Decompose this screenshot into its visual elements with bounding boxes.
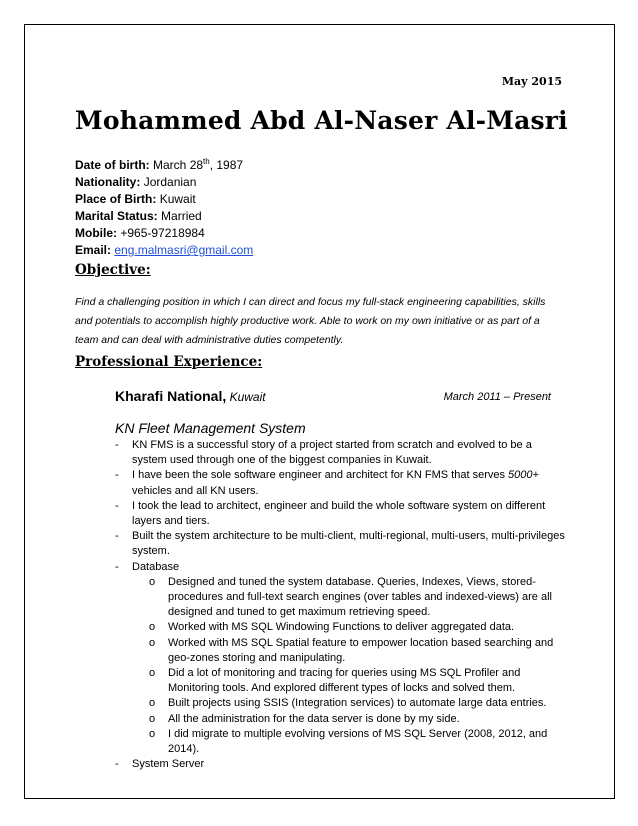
bullet-dash: - — [115, 439, 119, 451]
sub-list-item — [115, 666, 565, 696]
list-item — [115, 499, 565, 529]
sub-list-item — [115, 727, 565, 757]
sub-bullet-text: All the administration for the data server is done by my side. — [168, 712, 460, 725]
pob-value: Kuwait — [159, 192, 196, 206]
document-date: May 2015 — [501, 75, 562, 88]
sub-bullet-text: I did migrate to multiple evolving versions of MS SQL Server (2008, 2012, and 2014). — [168, 727, 548, 756]
sub-bullet-text: Worked with MS SQL Spatial feature to empower location based searching and geo-zones storing and manipulating. — [168, 636, 554, 664]
sub-bullet-text: Did a lot of monitoring and tracing for queries using MS SQL Profiler and Monitoring tools. And explored different types of locks and solved them. — [168, 667, 521, 695]
bullet-dash: - — [115, 469, 119, 482]
dob-suffix: th — [203, 157, 210, 166]
list-item — [115, 560, 565, 575]
sub-list-item — [115, 636, 565, 666]
sub-bullet-text: Built projects using SSIS (Integration services) to automate large data entries. — [168, 697, 547, 710]
dob-label: Date of birth: — [75, 158, 150, 172]
sub-bullet-marker: o — [149, 697, 156, 710]
experience-heading: Professional Experience: — [75, 354, 263, 370]
bullet-text: Built the system architecture to be multi-client, multi-regional, multi-users, multi-privileges system. — [132, 530, 565, 558]
personal-info — [75, 157, 253, 259]
sub-list-item — [115, 712, 565, 727]
mobile-value: +965-97218984 — [120, 226, 205, 240]
bullet-text-pre: I have been the sole software engineer and architect for KN FMS that serves — [132, 469, 509, 482]
objective-heading: Objective: — [75, 262, 151, 278]
bullet-text-emphasis: 5000+ — [508, 469, 539, 482]
bullet-dash: - — [115, 560, 119, 573]
objective-text: Find a challenging position in which I can direct and focus my full-stack engineering capabilities, skills and potentials to accomplish highly productive work. Able to work on my own initiative or as part of a team and can deal with administrative duties competently. — [75, 296, 546, 346]
nationality-row — [75, 174, 253, 191]
sub-list-item — [115, 696, 565, 711]
sub-bullet-text: Designed and tuned the system database. Queries, Indexes, Views, stored-procedures and full-text search engines (over tables and indexed-views) are all designed and tuned to get maximum retrieving speed. — [168, 575, 552, 619]
mobile-label: Mobile: — [75, 226, 117, 240]
company-line — [115, 388, 559, 406]
list-item — [115, 438, 565, 468]
bullet-dash: - — [115, 499, 119, 512]
pob-row — [75, 191, 253, 208]
marital-row — [75, 208, 253, 225]
bullet-dash: - — [115, 758, 119, 771]
sub-bullet-text: Worked with MS SQL Windowing Functions to deliver aggregated data. — [168, 621, 515, 634]
email-label: Email: — [75, 243, 112, 257]
bullet-dash: - — [115, 530, 119, 543]
list-item — [115, 757, 565, 772]
sub-bullet-marker: o — [149, 667, 156, 680]
bullet-text-post: vehicles and all KN users. — [132, 484, 259, 497]
bullet-text: KN FMS is a successful story of a project started from scratch and evolved to be a system used through one of the biggest companies in Kuwait. — [132, 439, 532, 467]
sub-list-item — [115, 575, 565, 621]
employment-period: March 2011 – Present — [443, 391, 551, 403]
nationality-label: Nationality: — [75, 175, 141, 189]
email-link[interactable]: eng.malmasri@gmail.com — [114, 243, 254, 257]
marital-value: Married — [161, 209, 202, 223]
list-item — [115, 529, 565, 559]
company-location: Kuwait — [226, 390, 266, 404]
candidate-name: Mohammed Abd Al-Naser Al-Masri — [75, 106, 568, 135]
sub-bullet-marker: o — [149, 621, 156, 634]
sub-list-item — [115, 620, 565, 635]
nationality-value: Jordanian — [143, 175, 197, 189]
dob-row — [75, 157, 253, 174]
experience-bullets — [115, 438, 565, 772]
mobile-row — [75, 225, 253, 242]
company-name: Kharafi National, — [115, 388, 227, 404]
marital-label: Marital Status: — [75, 209, 158, 223]
bullet-text: System Server — [132, 758, 205, 771]
list-item — [115, 468, 565, 498]
sub-bullet-marker: o — [149, 727, 156, 740]
sub-bullet-marker: o — [149, 575, 156, 588]
dob-year: , 1987 — [209, 158, 244, 172]
bullet-text: Database — [132, 560, 180, 573]
dob-value: March 28 — [153, 158, 204, 172]
bullet-text: I took the lead to architect, engineer and build the whole software system on different layers and tiers. — [132, 499, 546, 528]
sub-bullet-marker: o — [149, 636, 156, 649]
pob-label: Place of Birth: — [75, 192, 157, 206]
email-row — [75, 242, 253, 259]
project-title: KN Fleet Management System — [115, 420, 306, 436]
sub-bullet-marker: o — [149, 712, 156, 725]
